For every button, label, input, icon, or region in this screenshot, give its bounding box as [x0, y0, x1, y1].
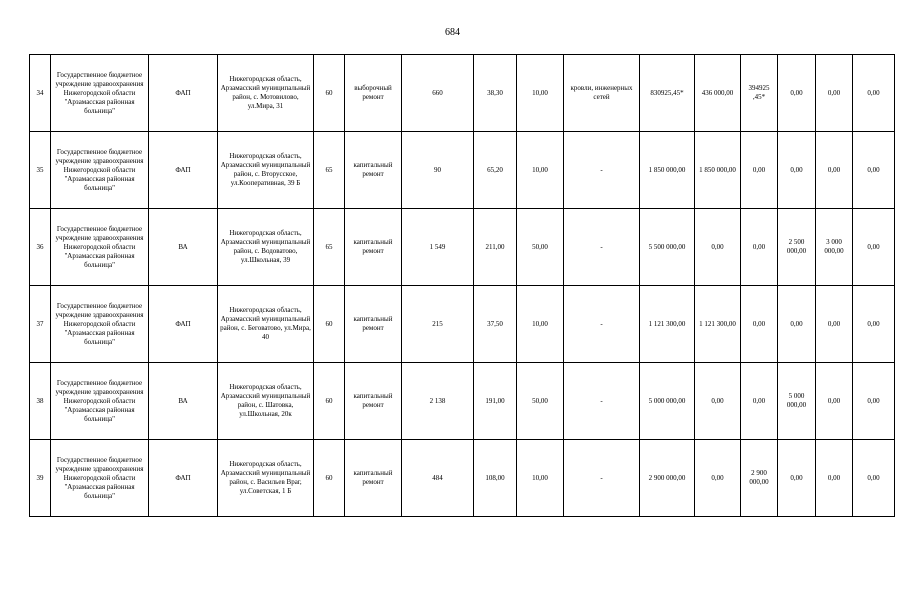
total-cost: 1 850 000,00 [640, 132, 695, 209]
institution-name: Государственное бюджетное учреждение здравоохранения Нижегородской области "Арзамасская районная больница" [51, 55, 149, 132]
total-cost: 2 900 000,00 [640, 440, 695, 517]
served-population: 215 [402, 286, 474, 363]
year-5-cost: 0,00 [853, 55, 895, 132]
year-5-cost: 0,00 [853, 440, 895, 517]
year-3-cost: 0,00 [778, 440, 816, 517]
year-5-cost: 0,00 [853, 209, 895, 286]
work-type: капитальный ремонт [345, 286, 402, 363]
work-type: капитальный ремонт [345, 363, 402, 440]
wear-percent: 65 [314, 132, 345, 209]
row-number: 38 [30, 363, 51, 440]
row-number: 39 [30, 440, 51, 517]
year-4-cost: 0,00 [816, 132, 853, 209]
work-scope: - [564, 132, 640, 209]
building-area: 191,00 [474, 363, 517, 440]
building-area: 38,30 [474, 55, 517, 132]
year-2-cost: 2 900 000,00 [741, 440, 778, 517]
rate: 50,00 [517, 209, 564, 286]
year-1-cost: 1 121 300,00 [695, 286, 741, 363]
year-4-cost: 3 000 000,00 [816, 209, 853, 286]
wear-percent: 60 [314, 440, 345, 517]
work-type: капитальный ремонт [345, 132, 402, 209]
row-number: 34 [30, 55, 51, 132]
wear-percent: 60 [314, 363, 345, 440]
year-1-cost: 0,00 [695, 209, 741, 286]
work-scope: - [564, 440, 640, 517]
year-3-cost: 0,00 [778, 286, 816, 363]
wear-percent: 60 [314, 55, 345, 132]
year-2-cost: 394925 ,45* [741, 55, 778, 132]
year-3-cost: 5 000 000,00 [778, 363, 816, 440]
wear-percent: 65 [314, 209, 345, 286]
page-number: 684 [445, 27, 460, 38]
work-type: капитальный ремонт [345, 209, 402, 286]
facility-address: Нижегородская область, Арзамасский муниципальный район, с. Васильев Враг, ул.Советская, 1 Б [218, 440, 314, 517]
table-row [30, 209, 895, 286]
facility-type: ФАП [149, 55, 218, 132]
facility-type: ФАП [149, 132, 218, 209]
row-number: 37 [30, 286, 51, 363]
year-5-cost: 0,00 [853, 363, 895, 440]
year-1-cost: 436 000,00 [695, 55, 741, 132]
year-3-cost: 0,00 [778, 55, 816, 132]
year-2-cost: 0,00 [741, 209, 778, 286]
total-cost: 1 121 300,00 [640, 286, 695, 363]
served-population: 660 [402, 55, 474, 132]
institution-name: Государственное бюджетное учреждение здравоохранения Нижегородской области "Арзамасская районная больница" [51, 132, 149, 209]
year-2-cost: 0,00 [741, 132, 778, 209]
institution-name: Государственное бюджетное учреждение здравоохранения Нижегородской области "Арзамасская районная больница" [51, 363, 149, 440]
year-2-cost: 0,00 [741, 363, 778, 440]
rate: 10,00 [517, 132, 564, 209]
facility-address: Нижегородская область, Арзамасский муниципальный район, с. Беговатово, ул.Мира, 40 [218, 286, 314, 363]
rate: 10,00 [517, 286, 564, 363]
table-row [30, 286, 895, 363]
facility-type: ФАП [149, 440, 218, 517]
facility-address: Нижегородская область, Арзамасский муниципальный район, с. Вторусское, ул.Кооперативная, 39 Б [218, 132, 314, 209]
institution-name: Государственное бюджетное учреждение здравоохранения Нижегородской области "Арзамасская районная больница" [51, 440, 149, 517]
rate: 10,00 [517, 440, 564, 517]
table-row [30, 132, 895, 209]
facility-type: ВА [149, 363, 218, 440]
building-area: 108,00 [474, 440, 517, 517]
wear-percent: 60 [314, 286, 345, 363]
year-4-cost: 0,00 [816, 55, 853, 132]
year-5-cost: 0,00 [853, 132, 895, 209]
facility-address: Нижегородская область, Арзамасский муниципальный район, с. Шатовка, ул.Школьная, 20к [218, 363, 314, 440]
facility-type: ВА [149, 209, 218, 286]
facility-address: Нижегородская область, Арзамасский муниципальный район, с. Мотовилово, ул.Мира, 31 [218, 55, 314, 132]
year-1-cost: 0,00 [695, 440, 741, 517]
year-2-cost: 0,00 [741, 286, 778, 363]
building-area: 211,00 [474, 209, 517, 286]
institution-name: Государственное бюджетное учреждение здравоохранения Нижегородской области "Арзамасская районная больница" [51, 209, 149, 286]
total-cost: 830925,45* [640, 55, 695, 132]
year-4-cost: 0,00 [816, 363, 853, 440]
year-3-cost: 2 500 000,00 [778, 209, 816, 286]
facility-address: Нижегородская область, Арзамасский муниципальный район, с. Водоватово, ул.Школьная, 39 [218, 209, 314, 286]
row-number: 36 [30, 209, 51, 286]
building-area: 65,20 [474, 132, 517, 209]
year-1-cost: 0,00 [695, 363, 741, 440]
total-cost: 5 000 000,00 [640, 363, 695, 440]
table-row [30, 55, 895, 132]
served-population: 1 549 [402, 209, 474, 286]
work-scope: - [564, 363, 640, 440]
facilities-table [29, 54, 895, 517]
table-row [30, 440, 895, 517]
row-number: 35 [30, 132, 51, 209]
rate: 10,00 [517, 55, 564, 132]
table-row [30, 363, 895, 440]
work-type: выборочный ремонт [345, 55, 402, 132]
institution-name: Государственное бюджетное учреждение здравоохранения Нижегородской области "Арзамасская районная больница" [51, 286, 149, 363]
work-scope: - [564, 209, 640, 286]
served-population: 2 138 [402, 363, 474, 440]
facility-type: ФАП [149, 286, 218, 363]
served-population: 484 [402, 440, 474, 517]
work-scope: кровли, инженерных сетей [564, 55, 640, 132]
year-1-cost: 1 850 000,00 [695, 132, 741, 209]
year-5-cost: 0,00 [853, 286, 895, 363]
year-4-cost: 0,00 [816, 440, 853, 517]
total-cost: 5 500 000,00 [640, 209, 695, 286]
rate: 50,00 [517, 363, 564, 440]
year-3-cost: 0,00 [778, 132, 816, 209]
served-population: 90 [402, 132, 474, 209]
work-type: капитальный ремонт [345, 440, 402, 517]
building-area: 37,50 [474, 286, 517, 363]
year-4-cost: 0,00 [816, 286, 853, 363]
work-scope: - [564, 286, 640, 363]
